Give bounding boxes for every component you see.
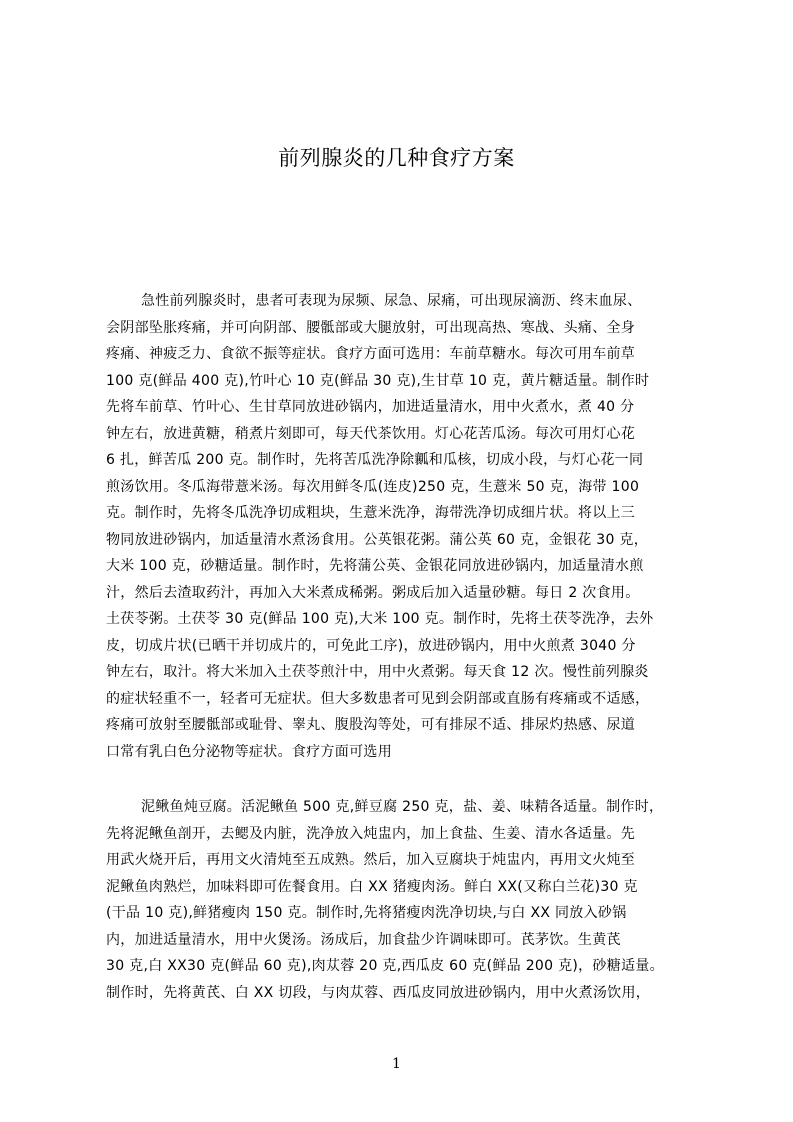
paragraph-line: 会阴部坠胀疼痛，并可向阴部、腰骶部或大腿放射，可出现高热、寒战、头痛、全身: [106, 319, 636, 336]
page-number: 1: [392, 1056, 401, 1072]
paragraph-line: 泥鳅鱼肉熟烂，加味料即可佐餐食用。白 XX 猪瘦肉汤。鲜白 XX(又称白兰花)30 克: [106, 878, 638, 895]
paragraph-line: 泥鳅鱼炖豆腐。活泥鳅鱼 500 克,鲜豆腐 250 克，盐、姜、味精各适量。制作时，: [141, 799, 664, 815]
paragraph-line: 先将泥鳅鱼剖开，去鳃及内脏，洗净放入炖盅内，加上食盐、生姜、清水各适量。先: [106, 825, 636, 842]
paragraph-line: 疼痛、神疲乏力、食欲不振等症状。食疗方面可选用：车前草糖水。每次可用车前草: [106, 346, 636, 362]
paragraph-line: 煎汤饮用。冬瓜海带薏米汤。每次用鲜冬瓜(连皮)250 克，生薏米 50 克，海带 100: [106, 478, 640, 495]
paragraph-line: 用武火烧开后，再用文火清炖至五成熟。然后，加入豆腐块于炖盅内，再用文火炖至: [106, 852, 636, 868]
paragraph-line: (干品 10 克),鲜猪瘦肉 150 克。制作时,先将猪瘦肉洗净切块,与白 XX 同放入砂锅: [106, 905, 627, 921]
paragraph-line: 先将车前草、竹叶心、生甘草同放进砂锅内，加进适量清水，用中火煮水，煮 40 分: [106, 399, 635, 415]
paragraph-line: 土茯苓粥。土茯苓 30 克(鲜品 100 克),大米 100 克。制作时，先将土茯苓洗净，去外: [106, 611, 654, 627]
paragraph-line: 疼痛可放射至腰骶部或耻骨、睾丸、腹股沟等处，可有排尿不适、排尿灼热感、尿道: [106, 717, 636, 733]
paragraph-line: 制作时，先将黄芪、白 XX 切段，与肉苁蓉、西瓜皮同放进砂锅内，用中火煮汤饮用，: [106, 984, 651, 1001]
paragraph-line: 钟左右，取汁。将大米加入土茯苓煎汁中，用中火煮粥。每天食 12 次。慢性前列腺炎: [106, 664, 649, 680]
paragraph-line: 的症状轻重不一，轻者可无症状。但大多数患者可见到会阴部或直肠有疼痛或不适感，: [106, 690, 650, 707]
paragraph-line: 克。制作时，先将冬瓜洗净切成粗块，生薏米洗净，海带洗净切成细片状。将以上三: [106, 505, 636, 521]
paragraph-line: 100 克(鲜品 400 克),竹叶心 10 克(鲜品 30 克),生甘草 10 克，黄片糖适量。制作时: [106, 372, 650, 389]
paragraph-line: 口常有乳白色分泌物等症状。食疗方面可选用: [106, 743, 392, 760]
paragraph-line: 内，加进适量清水，用中火煲汤。汤成后，加食盐少许调味即可。芪茅饮。生黄芪: [106, 931, 621, 948]
paragraph-line: 物同放进砂锅内，加适量清水煮汤食用。公英银花粥。蒲公英 60 克，金银花 30 克，: [106, 531, 649, 548]
paragraph-line: 30 克,白 XX30 克(鲜品 60 克),肉苁蓉 20 克,西瓜皮 60 克(鲜品 200 克)，砂糖适量。: [106, 958, 664, 974]
paragraph-line: 急性前列腺炎时，患者可表现为尿频、尿急、尿痛，可出现尿滴沥、终末血尿、: [141, 293, 642, 309]
paragraph-line: 6 扎，鲜苦瓜 200 克。制作时，先将苦瓜洗净除瓤和瓜核，切成小段，与灯心花一同: [106, 452, 644, 468]
document-title: 前列腺炎的几种食疗方案: [278, 146, 515, 170]
paragraph-line: 汁，然后去渣取药汁，再加入大米煮成稀粥。粥成后加入适量砂糖。每日 2 次食用。: [106, 584, 640, 601]
paragraph-line: 皮，切成片状(已晒干并切成片的，可免此工序)，放进砂锅内，用中火煎煮 3040 分: [106, 637, 636, 654]
paragraph-line: 大米 100 克，砂糖适量。制作时，先将蒲公英、金银花同放进砂锅内，加适量清水煎: [106, 558, 644, 574]
paragraph-acute-prostatitis: [106, 288, 698, 818]
paragraph-line: 钟左右，放进黄糖，稍煮片刻即可，每天代茶饮用。灯心花苦瓜汤。每次可用灯心花: [106, 425, 636, 442]
paragraph-chronic-recipes: [106, 794, 698, 1034]
